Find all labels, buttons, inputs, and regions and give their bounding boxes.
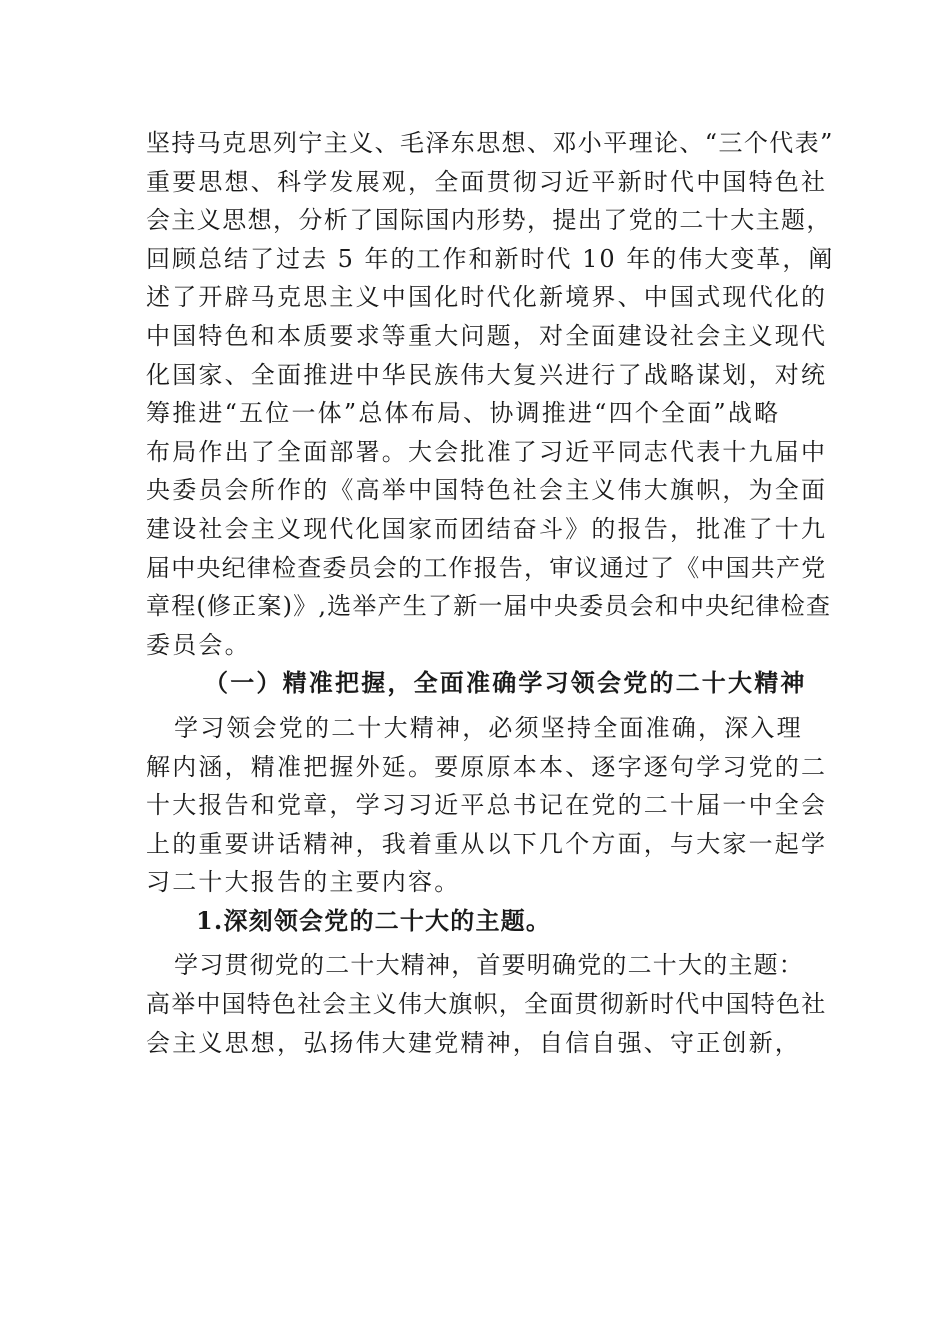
paragraph-line: 回顾总结了过去 5 年的工作和新时代 10 年的伟大变革，阐 [146,244,835,273]
paragraph-line: 习二十大报告的主要内容。 [146,868,461,897]
paragraph-line: 建设社会主义现代化国家而团结奋斗》的报告，批准了十九 [146,514,828,543]
paragraph-line: 上的重要讲话精神，我着重从以下几个方面，与大家一起学 [146,829,828,858]
paragraph-line: 重要思想、科学发展观，全面贯彻习近平新时代中国特色社 [146,167,828,196]
paragraph-line: 化国家、全面推进中华民族伟大复兴进行了战略谋划，对统 [146,360,828,389]
subsection-heading: 1.深刻领会党的二十大的主题。 [196,905,552,935]
paragraph-line: 高举中国特色社会主义伟大旗帜，全面贯彻新时代中国特色社 [146,990,827,1019]
paragraph-line: 筹推进“五位一体”总体布局、协调推进“四个全面”战略 [146,399,781,428]
paragraph-line: 布局作出了全面部署。大会批准了习近平同志代表十九届中 [146,437,828,466]
paragraph-line: 央委员会所作的《高举中国特色社会主义伟大旗帜，为全面 [146,476,828,505]
paragraph-line: 会主义思想，分析了国际国内形势，提出了党的二十大主题， [146,206,832,235]
paragraph-line: 届中央纪律检查委员会的工作报告，审议通过了《中国共产党 [146,553,827,582]
paragraph-line: 会主义思想，弘扬伟大建党精神，自信自强、守正创新， [146,1028,801,1057]
paragraph-line: 述了开辟马克思主义中国化时代化新境界、中国式现代化的 [146,283,828,312]
paragraph-line: 坚持马克思列宁主义、毛泽东思想、邓小平理论、“三个代表” [146,129,834,157]
document-body [146,124,836,1062]
paragraph-line: 解内涵，精准把握外延。要原原本本、逐字逐句学习党的二 [146,752,828,781]
paragraph-line: 十大报告和党章，学习习近平总书记在党的二十届一中全会 [146,791,828,820]
paragraph-line: 学习贯彻党的二十大精神，首要明确党的二十大的主题： [174,951,804,980]
section-heading: （一）精准把握，全面准确学习领会党的二十大精神 [204,668,807,698]
paragraph-line: 委员会。 [146,630,251,659]
paragraph-line: 中国特色和本质要求等重大问题，对全面建设社会主义现代 [146,321,828,350]
paragraph-line: 章程(修正案)》,选举产生了新一届中央委员会和中央纪律检查 [146,592,832,621]
paragraph-line: 学习领会党的二十大精神，必须坚持全面准确，深入理 [174,713,803,742]
